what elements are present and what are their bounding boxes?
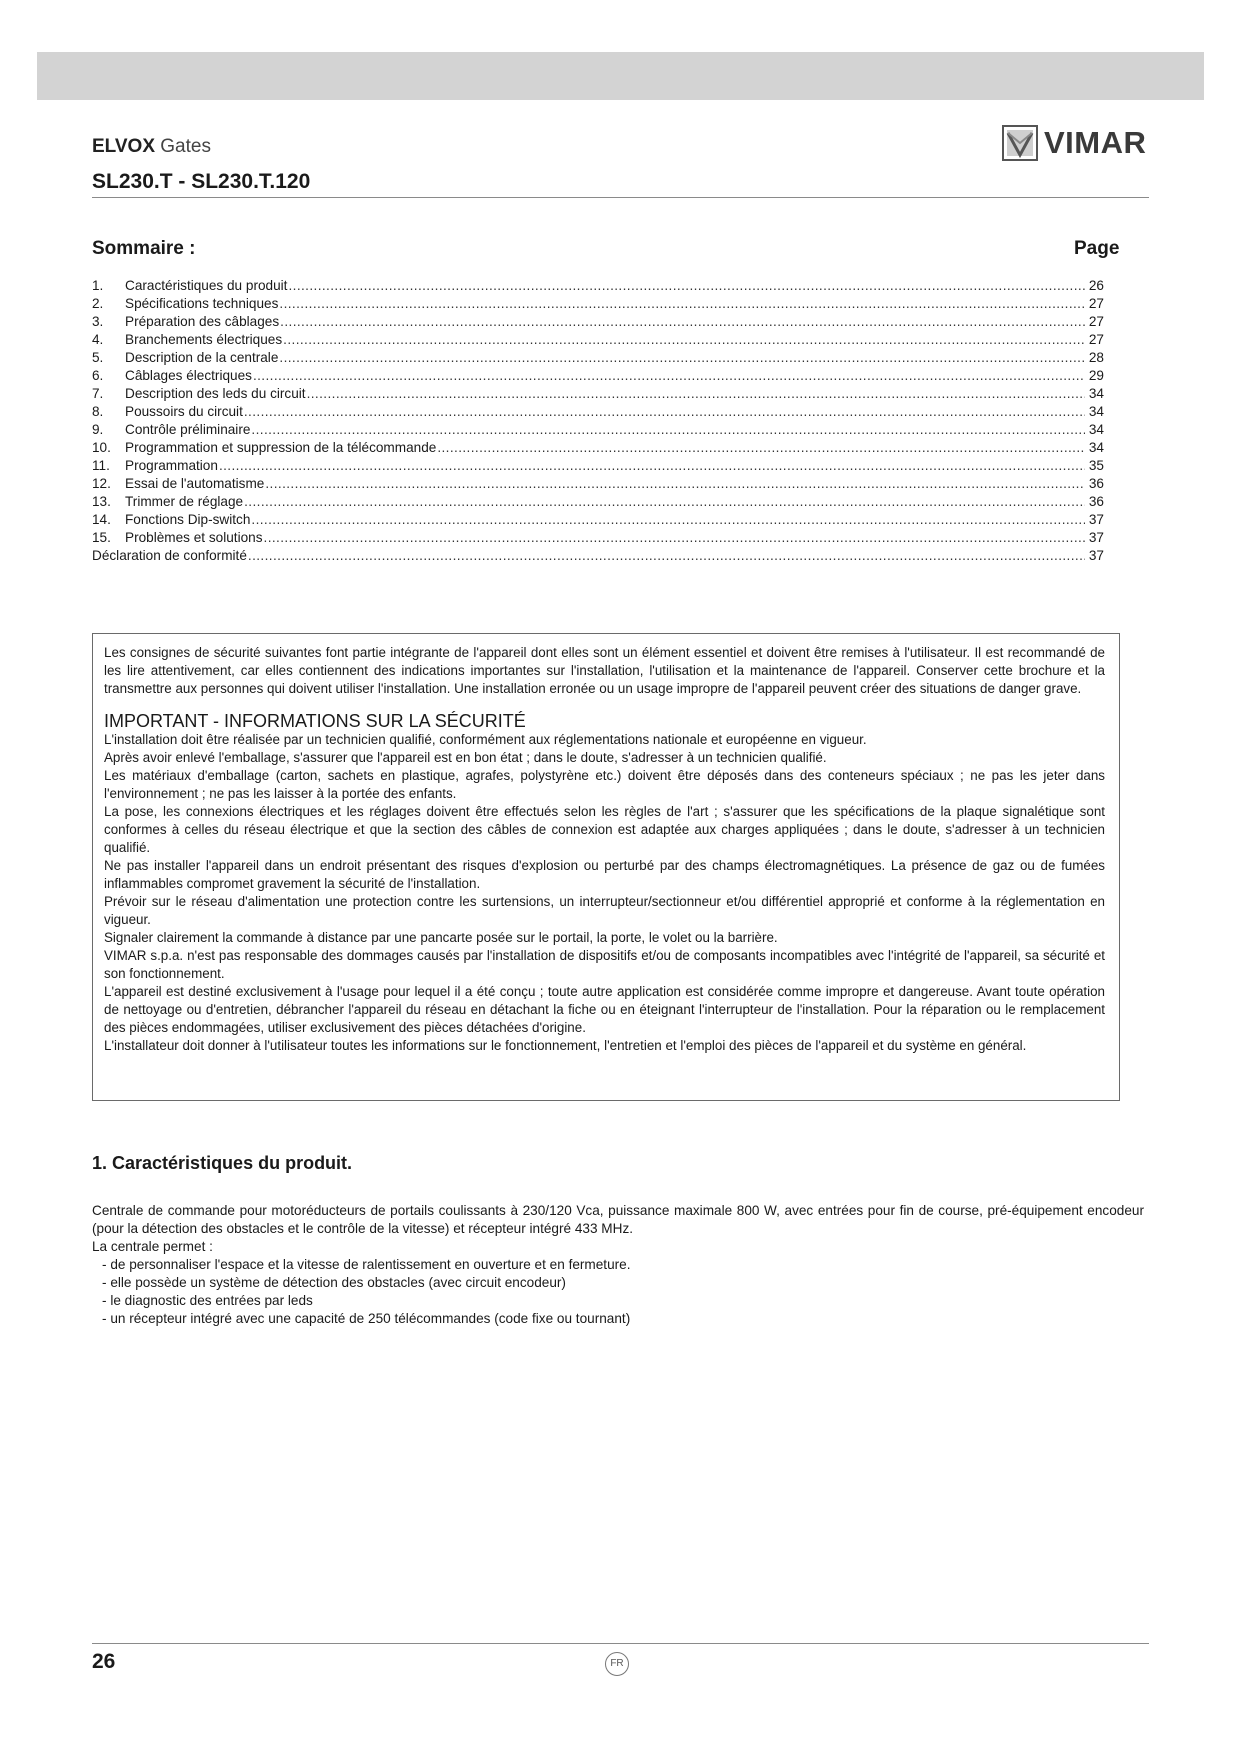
safety-heading: IMPORTANT - INFORMATIONS SUR LA SÉCURITÉ xyxy=(104,711,526,731)
safety-paragraph: La pose, les connexions électriques et les réglages doivent être effectués selon les règles de l'art ; s'assurer que les spécifications de la plaque signalétique sont conformes à celles du réseau électrique et que la section des câbles de connexion est adaptée aux charges appliquées ; dans le doute, s'adresser à un technicien qualifié. xyxy=(104,804,1105,855)
toc-entry[interactable] xyxy=(92,367,1104,385)
toc-entry-label: Trimmer de réglage xyxy=(125,494,244,509)
feature-list xyxy=(92,1256,1144,1328)
safety-paragraph: L'appareil est destiné exclusivement à l'usage pour lequel il a été conçu ; toute autre application est considérée comme impropre et dangereuse. Avant toute opération de nettoyage ou d'entretien, débrancher l'appareil du réseau en détachant la fiche ou en éteignant l'interrupteur de l'installation. Pour la réparation ou le remplacement des pièces endommagées, utiliser exclusivement des pièces détachées d'origine. xyxy=(104,984,1105,1035)
toc-entry[interactable] xyxy=(92,385,1104,403)
toc-entry-number: 11. xyxy=(92,458,110,473)
toc-title: Sommaire : xyxy=(92,238,196,259)
toc-leader-dots xyxy=(251,511,1085,529)
toc-leader-dots xyxy=(307,385,1085,403)
toc-entry-number: 2. xyxy=(92,296,104,311)
toc-entry-page: 36 xyxy=(1088,476,1104,491)
brand-light: Gates xyxy=(160,136,211,157)
toc-leader-dots xyxy=(248,547,1085,565)
toc-leader-dots xyxy=(288,277,1085,295)
toc-entry-label: Préparation des câblages xyxy=(125,314,280,329)
toc-entry-number: 8. xyxy=(92,404,104,419)
toc-entry-number: 6. xyxy=(92,368,104,383)
section-body xyxy=(92,1202,1144,1328)
toc-entry-label: Branchements électriques xyxy=(125,332,283,347)
toc-entry[interactable] xyxy=(92,277,1104,295)
toc-entry-number: 12. xyxy=(92,476,111,491)
toc-entry-label: Poussoirs du circuit xyxy=(125,404,243,419)
vimar-logo-icon xyxy=(1002,125,1038,161)
toc-entry[interactable] xyxy=(92,421,1104,439)
safety-paragraph: Ne pas installer l'appareil dans un endroit présentant des risques d'explosion ou perturbé par des champs électromagnétiques. La présence de gaz ou de fumées inflammables compromet gravement la sécurité de l'installation. xyxy=(104,858,1105,891)
toc-entry-number: 5. xyxy=(92,350,104,365)
toc-entry[interactable] xyxy=(92,439,1104,457)
toc-leader-dots xyxy=(279,349,1085,367)
toc-entry[interactable] xyxy=(92,457,1104,475)
toc-leader-dots xyxy=(437,439,1085,457)
toc-entry-label: Contrôle préliminaire xyxy=(125,422,251,437)
toc-leader-dots xyxy=(280,313,1085,331)
toc-entry[interactable] xyxy=(92,529,1104,547)
toc-entry-page: 37 xyxy=(1088,530,1104,545)
toc-entry-number: 15. xyxy=(92,530,111,545)
toc-leader-dots xyxy=(253,367,1085,385)
safety-paragraph: Après avoir enlevé l'emballage, s'assurer que l'appareil est en bon état ; dans le doute, s'adresser à un technicien qualifié. xyxy=(104,750,827,765)
toc-entry[interactable] xyxy=(92,295,1104,313)
footer-divider xyxy=(92,1643,1149,1644)
toc-entry-page: 34 xyxy=(1088,404,1104,419)
brand-name xyxy=(92,136,211,158)
toc-leader-dots xyxy=(219,457,1085,475)
toc-entry-declaration[interactable] xyxy=(92,547,1104,565)
section-list-intro: La centrale permet : xyxy=(92,1239,213,1254)
toc-leader-dots xyxy=(264,529,1085,547)
toc-entry[interactable] xyxy=(92,511,1104,529)
safety-paragraph: Signaler clairement la commande à distance par une pancarte posée sur le portail, la porte, le volet ou la barrière. xyxy=(104,930,778,945)
list-item: - elle possède un système de détection des obstacles (avec circuit encodeur) xyxy=(102,1274,1144,1292)
toc-entry-label: Programmation et suppression de la télécommande xyxy=(125,440,437,455)
page-number: 26 xyxy=(92,1650,116,1673)
toc-entry-label: Description des leds du circuit xyxy=(125,386,306,401)
toc-entry-page: 34 xyxy=(1088,422,1104,437)
toc-entry[interactable] xyxy=(92,403,1104,421)
toc-entry-page: 26 xyxy=(1088,278,1104,293)
toc-leader-dots xyxy=(244,403,1085,421)
safety-paragraph: Les matériaux d'emballage (carton, sachets en plastique, agrafes, polystyrène etc.) doivent être déposés dans des conteneurs spéciaux ; ne pas les jeter dans l'environnement ; ne pas les laisser à la portée des enfants. xyxy=(104,768,1105,801)
toc-entry-page: 36 xyxy=(1088,494,1104,509)
toc-entry-label: Essai de l'automatisme xyxy=(125,476,265,491)
brand-bold: ELVOX xyxy=(92,136,155,157)
toc-entry[interactable] xyxy=(92,349,1104,367)
toc-entry-page: 37 xyxy=(1088,512,1104,527)
toc-entry-number: 1. xyxy=(92,278,104,293)
toc-entry-page: 34 xyxy=(1088,440,1104,455)
vimar-logo-text: VIMAR xyxy=(1044,125,1147,160)
safety-box xyxy=(92,633,1120,1101)
toc-entry-page: 34 xyxy=(1088,386,1104,401)
list-item: - de personnaliser l'espace et la vitesse de ralentissement en ouverture et en fermeture. xyxy=(102,1256,1144,1274)
toc-entry-label: Déclaration de conformité xyxy=(92,548,247,563)
toc-entry-label: Caractéristiques du produit xyxy=(125,278,288,293)
model-title: SL230.T - SL230.T.120 xyxy=(92,170,311,193)
toc-entry-page: 27 xyxy=(1088,296,1104,311)
top-gray-band xyxy=(37,52,1204,100)
toc-page-label: Page xyxy=(1074,238,1120,259)
section-title: 1. Caractéristiques du produit. xyxy=(92,1153,353,1173)
toc-entry-label: Spécifications techniques xyxy=(125,296,279,311)
toc-leader-dots xyxy=(265,475,1085,493)
toc-entry-page: 29 xyxy=(1088,368,1104,383)
vimar-logo xyxy=(1002,124,1146,162)
toc-entry-number: 4. xyxy=(92,332,104,347)
language-badge: FR xyxy=(605,1652,629,1676)
toc-entry-label: Programmation xyxy=(125,458,218,473)
toc-entry-page: 27 xyxy=(1088,314,1104,329)
section-paragraph: Centrale de commande pour motoréducteurs de portails coulissants à 230/120 Vca, puissance maximale 800 W, avec entrées pour fin de course, pré-équipement encodeur (pour la détection des obstacles et le contrôle de la vitesse) et récepteur intégré 433 MHz. xyxy=(92,1203,1144,1236)
toc-leader-dots xyxy=(283,331,1085,349)
safety-paragraph: VIMAR s.p.a. n'est pas responsable des dommages causés par l'installation de dispositifs et/ou de composants incompatibles avec l'intégrité de l'appareil, sa sécurité et son fonctionnement. xyxy=(104,948,1105,981)
toc-leader-dots xyxy=(251,421,1085,439)
toc-entry[interactable] xyxy=(92,331,1104,349)
toc-entry-page: 37 xyxy=(1088,548,1104,563)
toc-entry[interactable] xyxy=(92,475,1104,493)
toc-entry-number: 13. xyxy=(92,494,111,509)
table-of-contents xyxy=(92,277,1104,565)
safety-intro: Les consignes de sécurité suivantes font partie intégrante de l'appareil dont elles sont un élément essentiel et doivent être remises à l'utilisateur. Il est recommandé de les lire attentivement, car elles contiennent des indications importantes sur l'installation, l'utilisation et la maintenance de l'appareil. Conserver cette brochure et la transmettre aux personnes qui doivent utiliser l'installation. Une installation erronée ou un usage impropre de l'appareil peuvent créer des situations de danger grave. xyxy=(104,645,1105,696)
toc-entry-number: 14. xyxy=(92,512,111,527)
list-item: - un récepteur intégré avec une capacité de 250 télécommandes (code fixe ou tournant) xyxy=(102,1310,1144,1328)
toc-leader-dots xyxy=(244,493,1085,511)
toc-entry-label: Problèmes et solutions xyxy=(125,530,263,545)
safety-paragraph: L'installateur doit donner à l'utilisateur toutes les informations sur le fonctionnement, l'entretien et l'emploi des pièces de l'appareil et du système en général. xyxy=(104,1038,1027,1053)
toc-entry-number: 3. xyxy=(92,314,104,329)
toc-entry-page: 35 xyxy=(1088,458,1104,473)
toc-entry-number: 9. xyxy=(92,422,104,437)
toc-entry-number: 10. xyxy=(92,440,111,455)
toc-entry[interactable] xyxy=(92,493,1104,511)
safety-paragraph: L'installation doit être réalisée par un technicien qualifié, conformément aux réglementations nationale et européenne en vigueur. xyxy=(104,732,867,747)
safety-paragraph: Prévoir sur le réseau d'alimentation une protection contre les surtensions, un interrupteur/sectionneur et/ou différentiel approprié et conforme à la réglementation en vigueur. xyxy=(104,894,1105,927)
toc-entry-page: 27 xyxy=(1088,332,1104,347)
toc-entry-number: 7. xyxy=(92,386,104,401)
toc-entry-page: 28 xyxy=(1088,350,1104,365)
header-divider xyxy=(92,197,1149,198)
toc-entry-label: Câblages électriques xyxy=(125,368,252,383)
list-item: - le diagnostic des entrées par leds xyxy=(102,1292,1144,1310)
toc-entry-label: Description de la centrale xyxy=(125,350,279,365)
toc-leader-dots xyxy=(279,295,1085,313)
toc-entry-label: Fonctions Dip-switch xyxy=(125,512,251,527)
toc-entry[interactable] xyxy=(92,313,1104,331)
